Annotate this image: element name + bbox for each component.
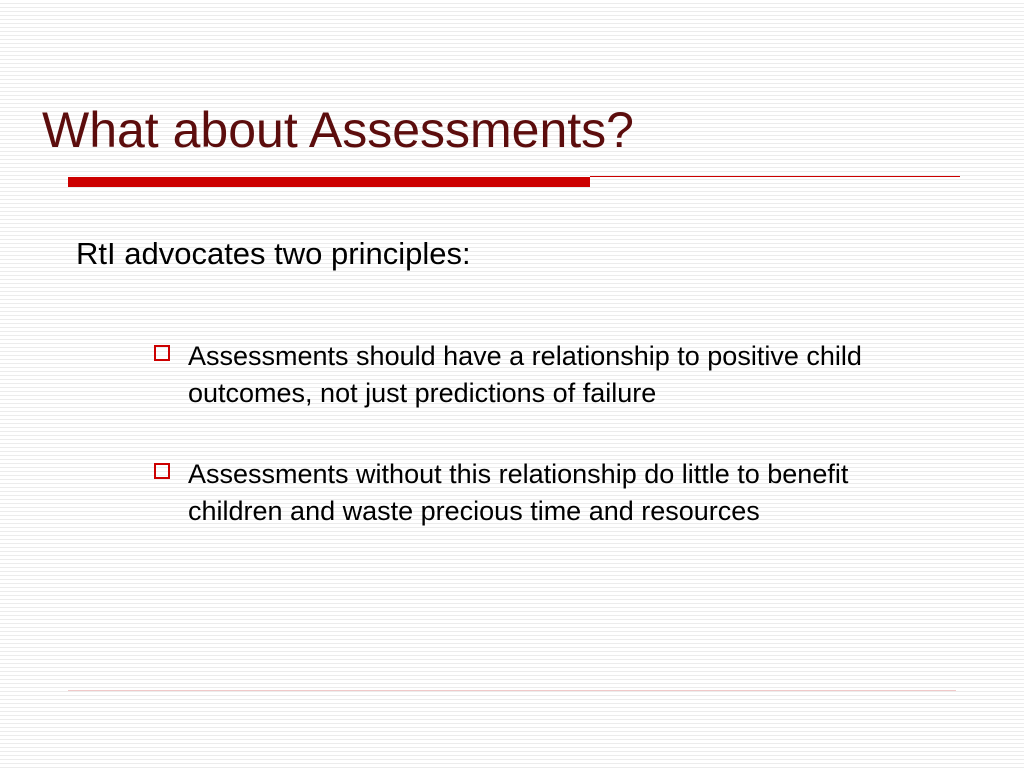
hollow-square-icon <box>154 345 170 361</box>
intro-text: RtI advocates two principles: <box>76 236 471 271</box>
hollow-square-icon <box>154 463 170 479</box>
title-underline-bar <box>68 177 590 187</box>
list-item <box>152 456 932 530</box>
slide-title: What about Assessments? <box>42 102 634 158</box>
bullet-text: Assessments should have a relationship to positive child outcomes, not just predictions of failure <box>188 341 862 408</box>
bullet-text: Assessments without this relationship do little to benefit children and waste precious time and resources <box>188 459 849 526</box>
footer-divider <box>68 690 956 691</box>
list-item <box>152 338 932 412</box>
title-underline-rule <box>590 176 960 177</box>
bullet-list <box>152 338 932 574</box>
